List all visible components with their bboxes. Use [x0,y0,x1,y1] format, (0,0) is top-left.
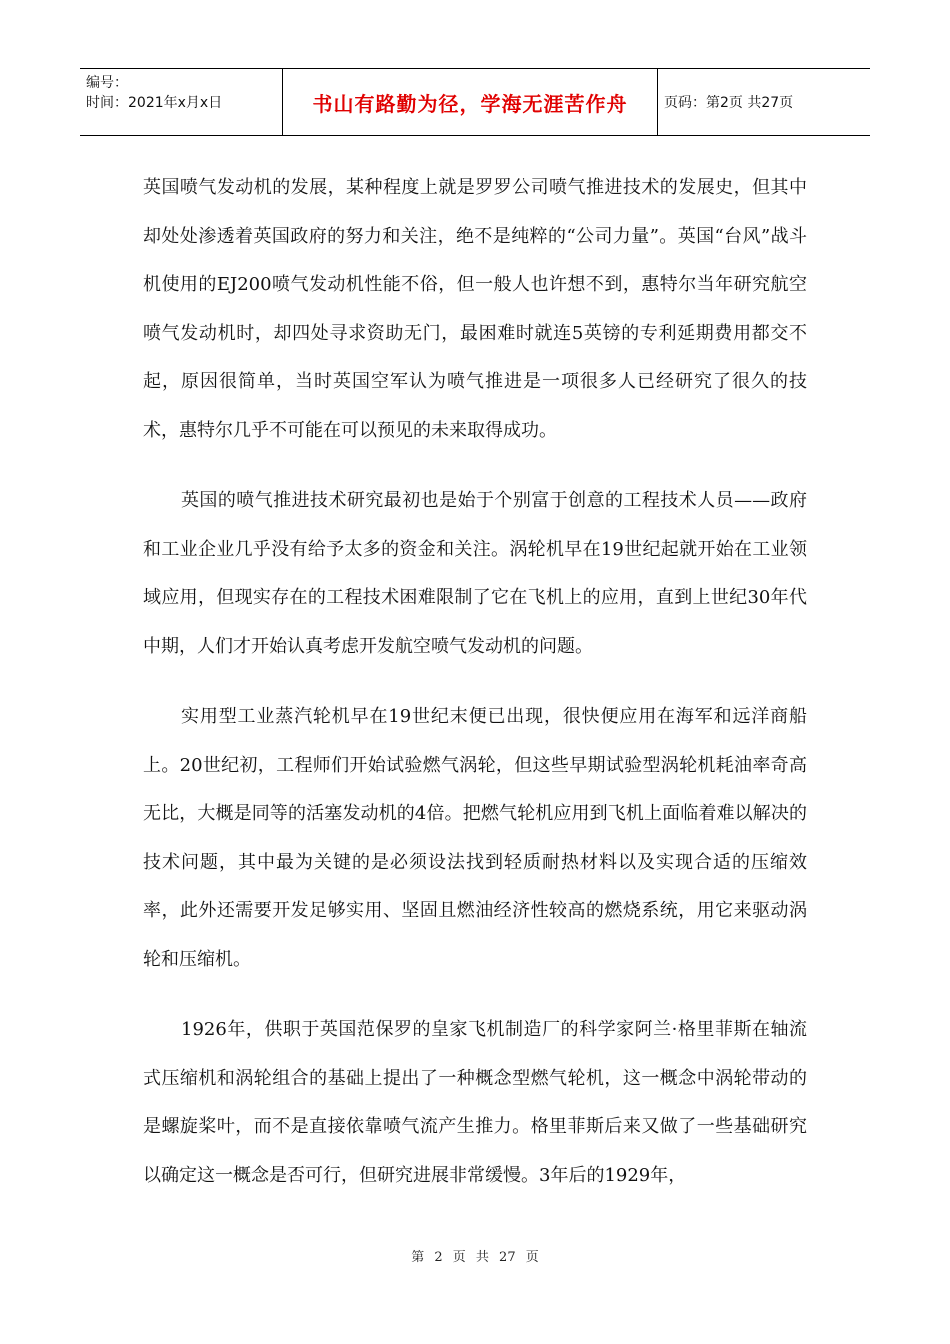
header-motto-cell [283,69,658,136]
paragraph: 实用型工业蒸汽轮机早在19世纪末便已出现，很快便应用在海军和远洋商船上。20世纪初，工程师们开始试验燃气涡轮，但这些早期试验型涡轮机耗油率奇高无比，大概是同等的活塞发动机的4倍。把燃气轮机应用到飞机上面临着难以解决的技术问题，其中最为关键的是必须设法找到轻质耐热材料以及实现合适的压缩效率，此外还需要开发足够实用、坚固且燃油经济性较高的燃烧系统，用它来驱动涡轮和压缩机。 [143,706,807,970]
document-header [80,68,870,136]
number-label: 编号： [86,75,128,91]
document-body [143,164,807,1222]
page-code: 页码：第2页 共27页 [664,95,794,111]
header-page-cell [658,69,871,136]
paragraph: 英国喷气发动机的发展，某种程度上就是罗罗公司喷气推进技术的发展史，但其中却处处渗透着英国政府的努力和关注，绝不是纯粹的“公司力量”。英国“台风”战斗机使用的EJ200喷气发动机性能不俗，但一般人也许想不到，惠特尔当年研究航空喷气发动机时，却四处寻求资助无门，最困难时就连5英镑的专利延期费用都交不起，原因很简单，当时英国空军认为喷气推进是一项很多人已经研究了很久的技术，惠特尔几乎不可能在可以预见的未来取得成功。 [143,177,807,441]
paragraph: 1926年，供职于英国范保罗的皇家飞机制造厂的科学家阿兰·格里菲斯在轴流式压缩机和涡轮组合的基础上提出了一种概念型燃气轮机，这一概念中涡轮带动的是螺旋桨叶，而不是直接依靠喷气流产生推力。格里菲斯后来又做了一些基础研究以确定这一概念是否可行，但研究进展非常缓慢。3年后的1929年， [143,1019,807,1186]
header-meta-cell [80,69,283,136]
paragraph: 英国的喷气推进技术研究最初也是始于个别富于创意的工程技术人员——政府和工业企业几乎没有给予太多的资金和关注。涡轮机早在19世纪起就开始在工业领域应用，但现实存在的工程技术困难限制了它在飞机上的应用，直到上世纪30年代中期，人们才开始认真考虑开发航空喷气发动机的问题。 [143,490,807,657]
motto-text: 书山有路勤为径，学海无涯苦作舟 [312,91,628,116]
time-label: 时间：2021年x月x日 [86,95,223,111]
page-footer: 第 2 页 共 27 页 [411,1250,539,1265]
